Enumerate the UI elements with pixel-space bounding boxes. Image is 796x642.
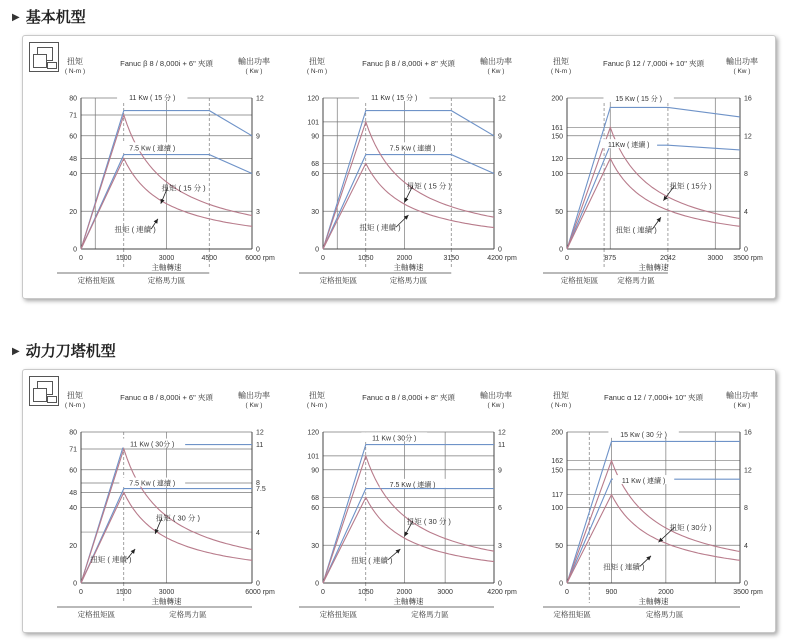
left-tick-label: 60: [311, 171, 319, 178]
x-tick-label: 900: [605, 589, 618, 596]
section-title-turret: [12, 340, 116, 361]
left-tick-label: 200: [551, 95, 563, 103]
x-tick-label: 2000: [396, 255, 413, 262]
left-tick-label: 50: [555, 542, 563, 550]
x-tick-label: 3000: [437, 589, 453, 596]
torque-label: 扭矩 ( 連續 ): [90, 555, 132, 565]
x-tick-label: 3500 rpm: [733, 589, 763, 596]
right-tick-label: 12: [498, 95, 506, 103]
right-tick-label: 8: [744, 505, 748, 512]
left-tick-label: 60: [69, 133, 77, 141]
power-label: 11 Kw ( 15 分 ): [371, 95, 418, 102]
left-axis-unit: ( N-m ): [550, 402, 572, 409]
torque-curve: [323, 163, 494, 249]
left-tick-label: 68: [311, 494, 319, 502]
x-axis-label: 主軸轉速: [393, 597, 424, 606]
left-tick-label: 101: [307, 453, 319, 461]
power-label: 11 Kw ( 15 分 ): [129, 95, 176, 102]
x-tick-label: 1050: [357, 589, 374, 596]
x-tick-label: 6000 rpm: [245, 589, 275, 596]
power-label: 7.5 Kw ( 連續 ): [389, 145, 436, 153]
x-tick-label: 3150: [443, 255, 460, 262]
region-label: 定格馬力區: [389, 276, 428, 285]
torque-label: 扭矩 ( 30分 ): [669, 523, 712, 533]
x-tick-label: 2000: [658, 589, 674, 596]
left-tick-label: 60: [69, 467, 77, 475]
power-label: 11Kw ( 連續 ): [608, 142, 650, 150]
chart-title: Fanuc β 8 / 8,000i + 6" 夾頭: [120, 59, 213, 68]
x-tick-label: 0: [565, 589, 569, 596]
right-tick-label: 6: [498, 171, 502, 178]
x-tick-label: 0: [565, 255, 569, 262]
region-label: 定格馬力區: [169, 610, 207, 619]
triangle-bullet-icon: ▶: [12, 346, 20, 357]
torque-label: 扭矩 ( 連續 ): [359, 223, 401, 233]
left-tick-label: 120: [307, 95, 319, 103]
right-tick-label: 12: [256, 95, 264, 103]
x-tick-label: 6000 rpm: [245, 255, 275, 262]
section-title-basic: [12, 6, 86, 27]
right-tick-label: 0: [744, 246, 748, 254]
torque-label: 扭矩 ( 30 分 ): [155, 513, 200, 523]
right-axis-label: 輸出功率: [726, 57, 758, 66]
right-tick-label: 12: [256, 429, 264, 437]
left-tick-label: 48: [69, 489, 77, 497]
power-label: 7.5 Kw ( 連續 ): [129, 145, 176, 153]
left-tick-label: 162: [551, 458, 563, 466]
left-tick-label: 0: [559, 580, 563, 588]
x-tick-label: 0: [79, 255, 83, 262]
left-tick-label: 0: [73, 246, 77, 254]
region-label: 定格扭矩區: [77, 610, 116, 619]
left-tick-label: 150: [551, 467, 563, 475]
left-tick-label: 90: [311, 133, 319, 141]
x-axis-label: 主軸轉速: [638, 597, 669, 606]
torque-label: 扭矩 ( 連續 ): [603, 562, 645, 572]
power-label: 15 Kw ( 15 分 ): [615, 95, 663, 103]
torque-label: 扭矩 ( 連續 ): [114, 225, 156, 235]
x-axis-label: 主軸轉速: [151, 263, 182, 272]
left-tick-label: 117: [551, 492, 563, 500]
torque-curve: [567, 158, 740, 249]
power-label: 7.5 Kw ( 連續 ): [389, 481, 436, 489]
left-tick-label: 200: [551, 429, 563, 437]
left-tick-label: 0: [559, 246, 563, 254]
right-tick-label: 4: [744, 542, 748, 550]
x-tick-label: 0: [321, 589, 325, 596]
right-axis-label: 輸出功率: [480, 57, 512, 66]
x-tick-label: 0: [321, 255, 325, 262]
left-axis-unit: ( N-m ): [550, 68, 572, 75]
region-label: 定格扭矩區: [77, 276, 116, 285]
power-label: 11 Kw ( 連續 ): [621, 478, 666, 486]
left-axis-label: 扭矩: [553, 391, 569, 400]
right-tick-label: 16: [744, 429, 752, 437]
left-tick-label: 30: [311, 542, 319, 550]
left-tick-label: 0: [315, 246, 319, 254]
left-tick-label: 80: [69, 95, 77, 103]
x-tick-label: 1500: [115, 255, 132, 262]
x-tick-label: 4200 rpm: [487, 255, 517, 262]
x-axis-label: 主軸轉速: [393, 263, 424, 272]
right-tick-label: 0: [498, 580, 502, 588]
x-axis-label: 主軸轉速: [151, 597, 182, 606]
right-tick-label: 4: [256, 530, 260, 538]
right-tick-label: 3: [498, 542, 502, 550]
right-tick-label: 11: [256, 442, 264, 450]
left-tick-label: 68: [311, 160, 319, 168]
torque-label: 扭矩 ( 15分 ): [669, 181, 712, 191]
right-axis-label: 輸出功率: [726, 391, 758, 400]
right-axis-unit: ( Kw ): [733, 68, 751, 75]
right-tick-label: 6: [256, 171, 260, 178]
right-tick-label: 7.5: [256, 486, 266, 494]
x-tick-label: 1050: [357, 255, 374, 262]
left-axis-label: 扭矩: [309, 391, 325, 400]
x-tick-label: 2000: [396, 589, 413, 596]
right-tick-label: 3: [256, 208, 260, 216]
left-tick-label: 161: [551, 124, 563, 132]
right-tick-label: 12: [744, 133, 752, 141]
region-label: 定格扭矩區: [553, 610, 591, 619]
x-tick-label: 4200 rpm: [487, 589, 517, 596]
right-axis-label: 輸出功率: [238, 57, 270, 66]
chart-panel-turret: [22, 369, 776, 633]
right-axis-unit: ( Kw ): [487, 402, 505, 409]
torque-label: 扭矩 ( 15 分 ): [406, 181, 451, 191]
left-tick-label: 60: [311, 505, 319, 512]
left-tick-label: 71: [69, 446, 77, 454]
right-tick-label: 11: [498, 442, 506, 450]
left-tick-label: 50: [555, 208, 563, 216]
region-label: 定格馬力區: [411, 610, 449, 619]
torque-label: 扭矩 ( 15 分 ): [161, 183, 206, 193]
power-label: 11 Kw ( 30分 ): [372, 435, 417, 443]
right-axis-unit: ( Kw ): [487, 68, 505, 75]
right-axis-unit: ( Kw ): [245, 402, 263, 409]
section-title-text: 动力刀塔机型: [25, 342, 116, 360]
x-tick-label: 3500 rpm: [733, 255, 763, 262]
right-tick-label: 6: [498, 505, 502, 512]
right-axis-label: 輸出功率: [238, 391, 270, 400]
x-tick-label: 2042: [660, 255, 676, 262]
right-axis-unit: ( Kw ): [245, 68, 263, 75]
left-axis-unit: ( N-m ): [306, 68, 328, 75]
chart-title: Fanuc α 12 / 7,000i+ 10" 夾頭: [604, 393, 703, 402]
left-axis-unit: ( N-m ): [64, 402, 86, 409]
right-tick-label: 0: [256, 580, 260, 588]
left-tick-label: 100: [551, 171, 563, 178]
left-axis-label: 扭矩: [309, 57, 325, 66]
left-tick-label: 71: [69, 112, 77, 120]
power-curve: [323, 155, 494, 249]
torque-label: 扭矩 ( 30 分 ): [406, 516, 451, 526]
right-axis-unit: ( Kw ): [733, 402, 751, 409]
chart-panel-basic: [22, 35, 776, 299]
chart-panel-turret-svg: [23, 370, 775, 632]
x-tick-label: 3000: [158, 589, 175, 596]
left-tick-label: 0: [315, 580, 319, 588]
left-tick-label: 80: [69, 429, 77, 437]
chart-panel-basic-svg: [23, 36, 775, 298]
left-axis-label: 扭矩: [67, 57, 83, 66]
left-tick-label: 0: [73, 580, 77, 588]
right-tick-label: 16: [744, 95, 752, 103]
chart-title: Fanuc β 8 / 8,000i + 8" 夾頭: [362, 59, 455, 68]
torque-arrow-head: [154, 219, 158, 224]
left-tick-label: 120: [307, 429, 319, 437]
left-tick-label: 90: [311, 467, 319, 475]
region-label: 定格馬力區: [617, 276, 655, 285]
torque-curve: [567, 495, 740, 583]
region-label: 定格扭矩區: [319, 610, 358, 619]
x-tick-label: 3000: [158, 255, 175, 262]
x-tick-label: 1500: [115, 589, 132, 596]
right-tick-label: 9: [498, 133, 502, 141]
chart-title: Fanuc α 8 / 8,000i + 6" 夾頭: [120, 393, 213, 402]
left-axis-label: 扭矩: [67, 391, 83, 400]
region-label: 定格馬力區: [147, 276, 186, 285]
left-tick-label: 20: [69, 542, 77, 550]
right-axis-label: 輸出功率: [480, 391, 512, 400]
x-tick-label: 3000: [707, 255, 724, 262]
left-axis-unit: ( N-m ): [64, 68, 86, 75]
right-tick-label: 8: [256, 479, 260, 487]
region-label: 定格馬力區: [645, 610, 684, 619]
right-tick-label: 9: [256, 133, 260, 141]
section-title-text: 基本机型: [25, 8, 86, 26]
power-curve: [323, 489, 494, 583]
torque-label: 扭矩 ( 連續 ): [615, 225, 657, 235]
power-label: 11 Kw ( 30分 ): [130, 441, 175, 449]
left-tick-label: 20: [69, 208, 77, 216]
chart-title: Fanuc β 12 / 7,000i + 10" 夾頭: [603, 59, 704, 68]
left-tick-label: 101: [307, 119, 319, 127]
power-label: 7.5 Kw ( 連續 ): [129, 480, 176, 488]
chart-title: Fanuc α 8 / 8,000i + 8" 夾頭: [362, 393, 455, 402]
left-tick-label: 150: [551, 133, 563, 141]
x-axis-label: 主軸轉速: [638, 263, 669, 272]
left-tick-label: 48: [69, 155, 77, 163]
left-tick-label: 120: [551, 155, 563, 163]
power-label: 15 Kw ( 30 分 ): [620, 431, 667, 439]
left-tick-label: 40: [69, 171, 77, 178]
left-tick-label: 40: [69, 505, 77, 512]
right-tick-label: 0: [498, 246, 502, 254]
torque-arrow-head: [657, 217, 661, 222]
left-tick-label: 30: [311, 208, 319, 216]
right-tick-label: 8: [744, 171, 748, 178]
right-tick-label: 12: [498, 429, 506, 437]
left-axis-label: 扭矩: [553, 57, 569, 66]
x-tick-label: 0: [79, 589, 83, 596]
power-curve: [323, 445, 494, 583]
right-tick-label: 0: [256, 246, 260, 254]
left-axis-unit: ( N-m ): [306, 402, 328, 409]
left-tick-label: 100: [551, 505, 563, 512]
torque-curve: [323, 497, 494, 583]
right-tick-label: 0: [744, 580, 748, 588]
right-tick-label: 3: [498, 208, 502, 216]
triangle-bullet-icon: ▶: [12, 12, 20, 23]
region-label: 定格扭矩區: [319, 276, 358, 285]
torque-label: 扭矩 ( 連續 ): [351, 555, 393, 565]
right-tick-label: 4: [744, 208, 748, 216]
x-tick-label: 4500: [201, 255, 218, 262]
right-tick-label: 9: [498, 467, 502, 475]
power-curve: [323, 111, 494, 249]
right-tick-label: 12: [744, 467, 752, 475]
x-tick-label: 875: [604, 255, 617, 262]
region-label: 定格扭矩區: [560, 276, 599, 285]
